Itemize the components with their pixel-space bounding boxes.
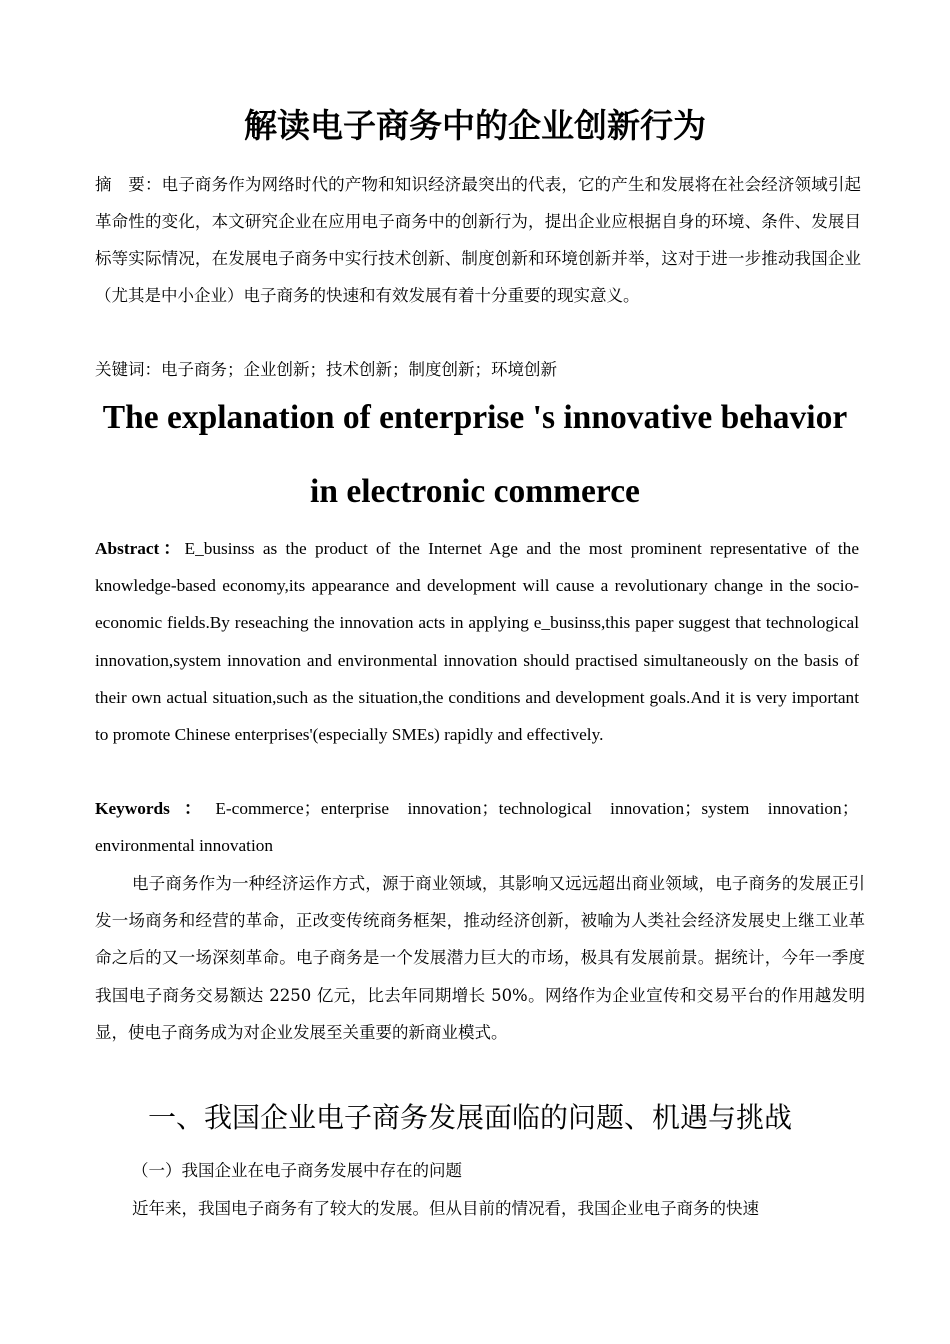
english-keywords-text: E-commerce；enterprise innovation；technological innovation；system innovation；environmental innovation: [95, 799, 859, 856]
chinese-abstract-label: 摘 要：: [95, 175, 162, 194]
english-keywords: [95, 790, 859, 864]
english-abstract-text: E_businss as the product of the Internet Age and the most prominent representative of the knowledge-based economy,its appearance and development will cause a revolutionary change in the socio-economic fields.By reseaching the innovation acts in applying e_businss,this paper suggest that technological innovation,system innovation and environmental innovation should practised simultaneously on the basis of their own actual situation,such as the situation,the conditions and development goals.And it is very important to promote Chinese enterprises'(especially SMEs) rapidly and effectively.: [95, 539, 859, 745]
body-paragraph: 近年来，我国电子商务有了较大的发展。但从目前的情况看，我国企业电子商务的快速: [132, 1199, 759, 1218]
english-keywords-label: Keywords：: [95, 799, 216, 818]
chinese-keywords-text: 电子商务；企业创新；技术创新；制度创新；环境创新: [161, 360, 557, 379]
chinese-title: 解读电子商务中的企业创新行为: [244, 106, 706, 145]
section-heading: 一、我国企业电子商务发展面临的问题、机遇与挑战: [148, 1101, 793, 1134]
chinese-keywords: [95, 351, 861, 388]
intro-paragraph: 电子商务作为一种经济运作方式，源于商业领域，其影响又远远超出商业领域，电子商务的发展正引发一场商务和经营的革命，正改变传统商务框架，推动经济创新，被喻为人类社会经济发展史上继工业革命之后的又一场深刻革命。电子商务是一个发展潜力巨大的市场，极具有发展前景。据统计，今年一季度我国电子商务交易额达 2250 亿元，比去年同期增长 50%。网络作为企业宣传和交易平台的作用越发明显，使电子商务成为对企业发展至关重要的新商业模式。: [95, 874, 865, 1042]
chinese-abstract: [95, 166, 861, 314]
english-title-line-2: in electronic commerce: [310, 473, 640, 510]
subsection-heading: （一）我国企业在电子商务发展中存在的问题: [132, 1161, 462, 1180]
chinese-abstract-text: 电子商务作为网络时代的产物和知识经济最突出的代表，它的产生和发展将在社会经济领域引起革命性的变化，本文研究企业在应用电子商务中的创新行为，提出企业应根据自身的环境、条件、发展目标等实际情况，在发展电子商务中实行技术创新、制度创新和环境创新并举，这对于进一步推动我国企业（尤其是中小企业）电子商务的快速和有效发展有着十分重要的现实意义。: [95, 175, 862, 305]
english-abstract: [95, 530, 859, 753]
chinese-keywords-label: 关键词：: [95, 360, 161, 379]
english-abstract-label: Abstract：: [95, 539, 185, 558]
english-title-line-1: The explanation of enterprise 's innovative behavior: [102, 399, 848, 436]
